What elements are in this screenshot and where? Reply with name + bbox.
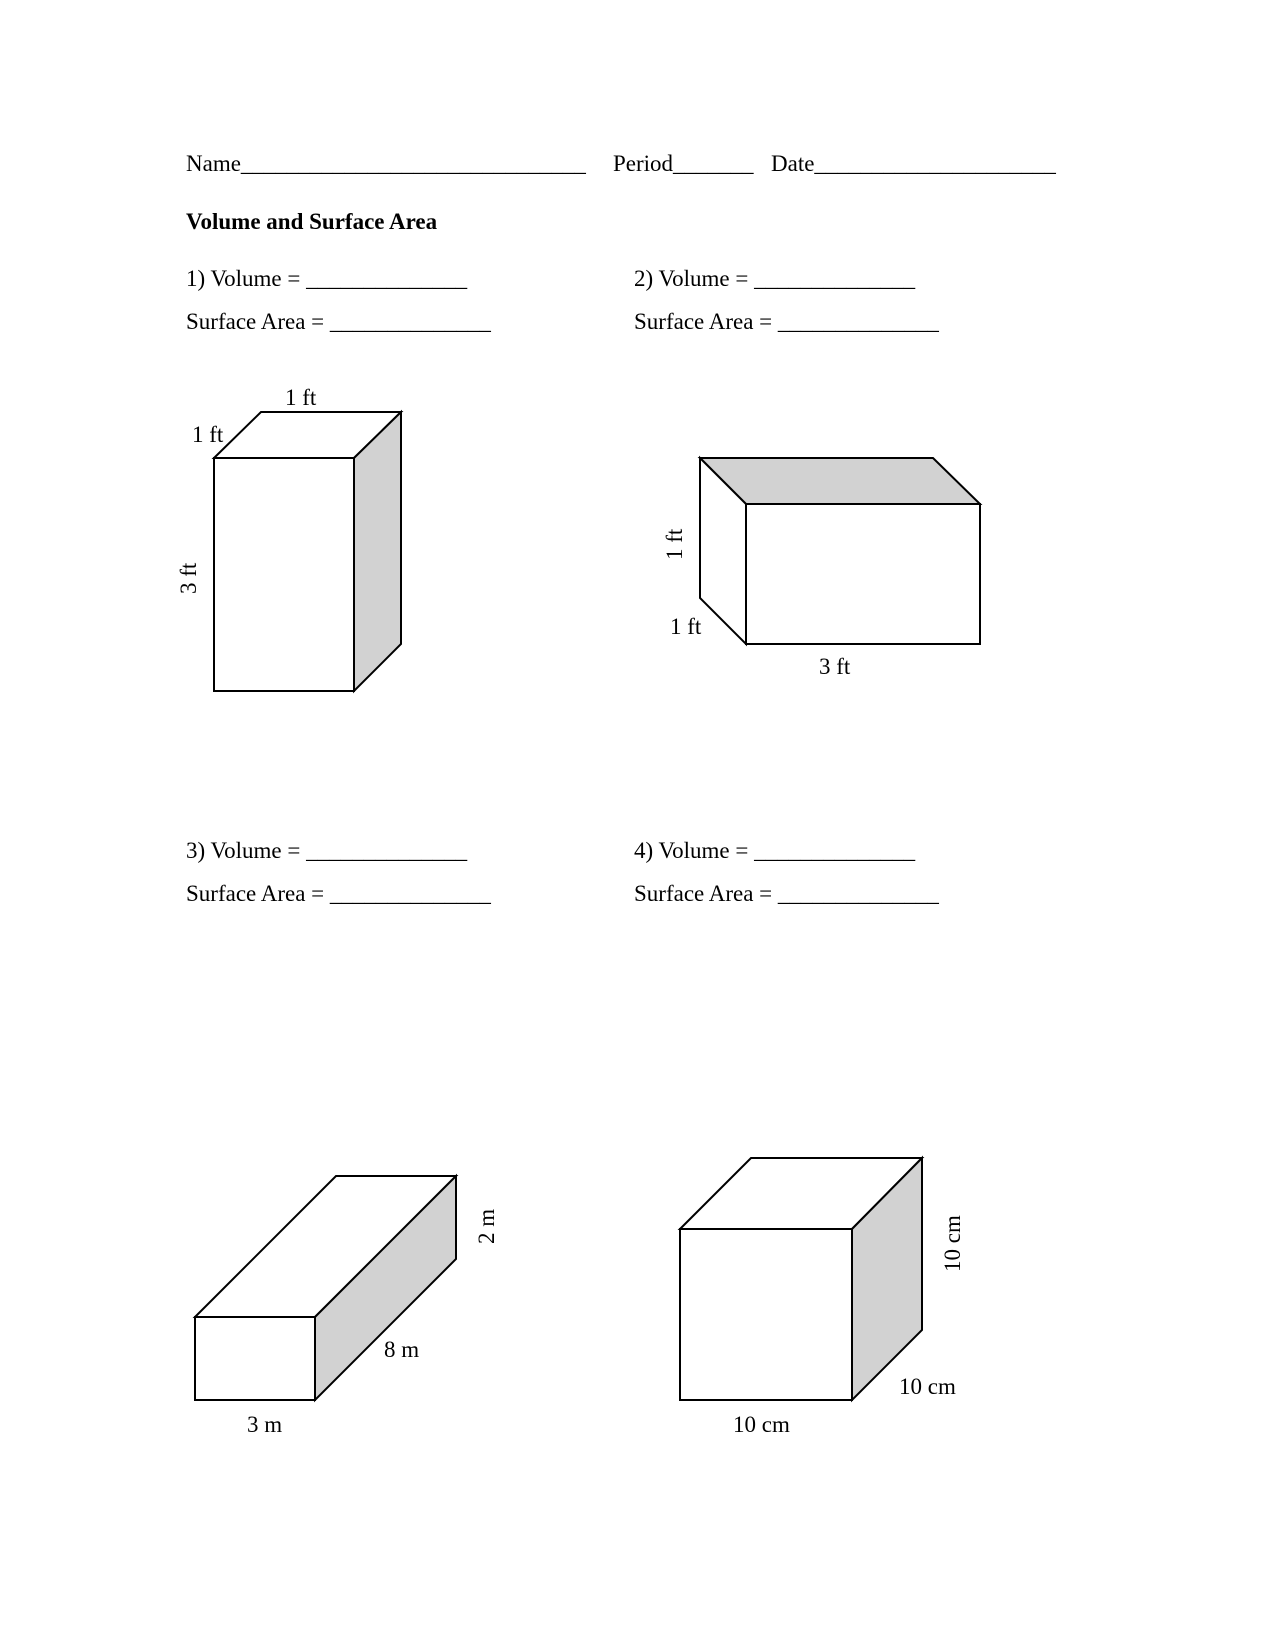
figure-3-depth-label: 8 m (384, 1337, 420, 1362)
figure-4-depth-label: 10 cm (899, 1374, 956, 1399)
figure-2-front-face (746, 504, 980, 644)
figure-2-box (662, 458, 980, 679)
figure-1-top-label: 1 ft (285, 385, 317, 410)
figure-3-box (195, 1176, 499, 1437)
figure-1-box (176, 385, 401, 691)
worksheet-title: Volume and Surface Area (186, 209, 438, 234)
figure-1-side-face (354, 412, 401, 691)
problem-2-surface-area: Surface Area = ______________ (634, 309, 939, 334)
figure-4-front-face (680, 1229, 852, 1400)
figure-2-width-label: 3 ft (819, 654, 851, 679)
figure-1-height-label: 3 ft (176, 562, 201, 594)
problem-4-surface-area: Surface Area = ______________ (634, 881, 939, 906)
figure-4-box (680, 1158, 965, 1437)
figure-4-width-label: 10 cm (733, 1412, 790, 1437)
figure-3-front-face (195, 1317, 315, 1400)
date-field: Date_____________________ (771, 151, 1056, 176)
figure-1-front-face (214, 458, 354, 691)
problem-4-volume: 4) Volume = ______________ (634, 838, 916, 863)
figure-2-height-label: 1 ft (662, 528, 687, 560)
figure-1-depth-label: 1 ft (192, 422, 224, 447)
figure-3-width-label: 3 m (247, 1412, 283, 1437)
figure-2-depth-label: 1 ft (670, 614, 702, 639)
figure-3-height-label: 2 m (474, 1208, 499, 1244)
problem-2-volume: 2) Volume = ______________ (634, 266, 916, 291)
figure-2-top-face (700, 458, 980, 504)
figure-4-height-label: 10 cm (940, 1215, 965, 1272)
problem-1-surface-area: Surface Area = ______________ (186, 309, 491, 334)
name-field: Name______________________________ (186, 151, 586, 176)
problem-1-volume: 1) Volume = ______________ (186, 266, 468, 291)
problem-3-volume: 3) Volume = ______________ (186, 838, 468, 863)
problem-3-surface-area: Surface Area = ______________ (186, 881, 491, 906)
period-field: Period_______ (613, 151, 754, 176)
